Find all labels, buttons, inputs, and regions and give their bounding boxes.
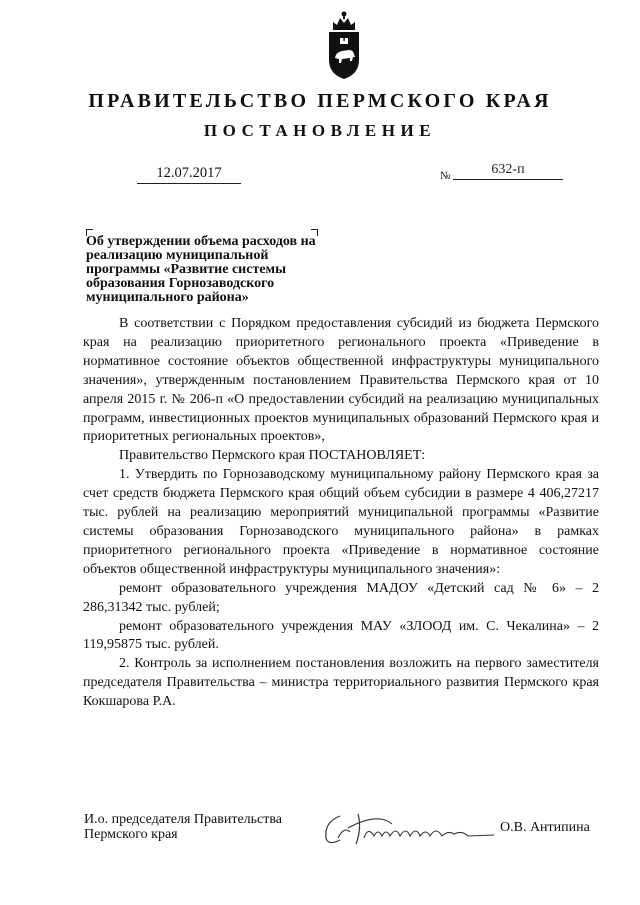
document-type: ПОСТАНОВЛЕНИЕ <box>203 121 437 140</box>
signatory-position-line-2: Пермского края <box>84 827 178 842</box>
signatory-name: О.В. Антипина <box>500 820 590 835</box>
signatory-position <box>84 812 282 842</box>
coat-of-arms-icon <box>325 8 363 80</box>
signatory-position-line-1: И.о. председателя Правительства <box>84 812 283 827</box>
body-paragraph-item-1: 1. Утвердить по Горнозаводскому муниципальному району Пермского края за счет средств бюджета Пермского края общий объем субсидии в размере 4 406,27217 тыс. рублей на реализацию мероприятий муниципальной программы «Развитие системы образования Горнозаводского муниципального района» в рамках приоритетного регионального проекта «Приведение в нормативное состояние объектов общественной инфраструктуры муниципального значения»: <box>83 467 599 577</box>
body-paragraph-item-2: 2. Контроль за исполнением постановления возложить на первого заместителя председателя Правительства – министра территориального развития Пермского края Кокшарова Р.А. <box>83 656 599 710</box>
number-label: № <box>440 170 451 182</box>
body-paragraph-decree: Правительство Пермского края ПОСТАНОВЛЯЕТ: <box>119 448 426 464</box>
body-paragraph-repair-2: ремонт образовательного учреждения МАУ «ЗЛООД им. С. Чекалина» – 2 119,95875 тыс. рублей. <box>83 618 599 653</box>
document-number: 632-п <box>453 162 563 180</box>
government-title: ПРАВИТЕЛЬСТВО ПЕРМСКОГО КРАЯ <box>88 90 552 112</box>
body-paragraph-repair-1: ремонт образовательного учреждения МАДОУ «Детский сад № 6» – 2 286,31342 тыс. рублей; <box>83 580 599 615</box>
document-body <box>83 315 599 712</box>
handwritten-signature <box>318 808 498 850</box>
document-date: 12.07.2017 <box>137 165 241 184</box>
body-paragraph-preamble: В соответствии с Порядком предоставления субсидий из бюджета Пермского края на реализацию приоритетного регионального проекта «Приведение в нормативное состояние объектов общественной инфраструктуры муниципального значения», утвержденным постановлением Правительства Пермского края от 10 апреля 2015 г. № 206-п «О предоставлении субсидий на реализацию муниципальных программ, инвестиционных проектов муниципальных образований Пермского края и приоритетных региональных проектов», <box>83 316 599 445</box>
document-subject: Об утверждении объема расходов на реализацию муниципальной программы «Развитие системы образования Горнозаводского муниципального района» <box>86 234 316 305</box>
